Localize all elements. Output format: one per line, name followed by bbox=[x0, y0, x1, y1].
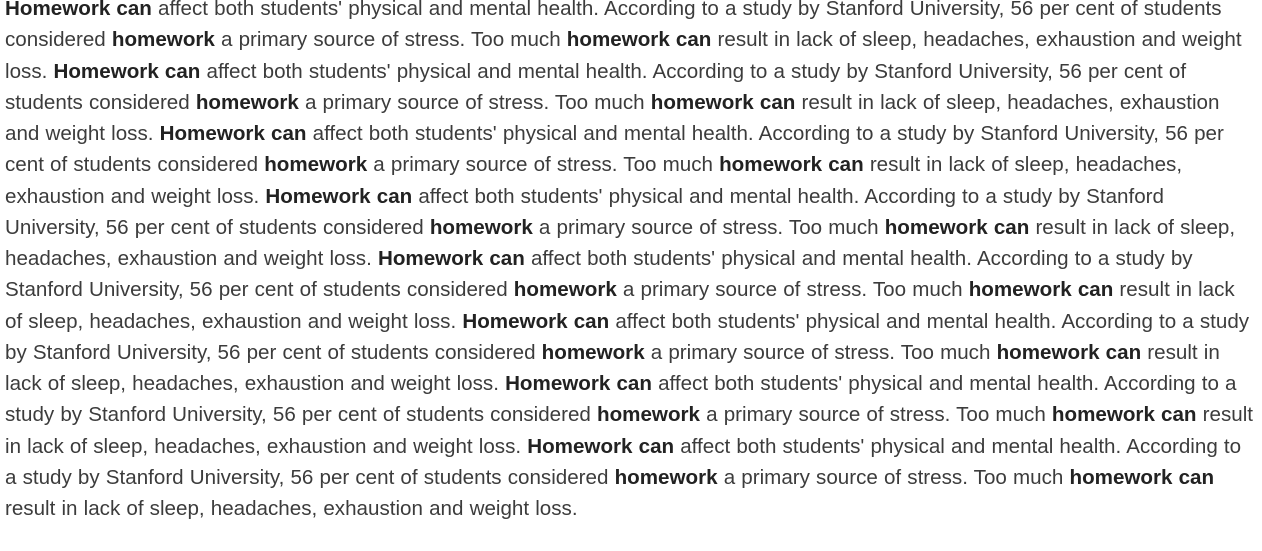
bold-phrase-homework-can: Homework can bbox=[53, 59, 201, 83]
bold-word-homework: homework bbox=[513, 278, 617, 302]
bold-phrase-homework-can: Homework can bbox=[462, 309, 610, 333]
passage-middle: a primary source of stress. Too much bbox=[700, 403, 1052, 427]
passage-tail: result in lack of sleep, headaches, exhaustion and weight loss. bbox=[5, 90, 1220, 145]
passage-tail: result in lack of sleep, headaches, exhaustion and weight loss. bbox=[5, 340, 1220, 395]
bold-word-homework: homework bbox=[429, 215, 533, 239]
passage-lead-in: affect both students' physical and mental health. According to a study by Stanford University, 56 per cent of students considered bbox=[5, 122, 1224, 177]
passage-lead-in: affect both students' physical and mental health. According to a study by Stanford University, 56 per cent of students considered bbox=[5, 184, 1164, 239]
passage-middle: a primary source of stress. Too much bbox=[644, 340, 997, 364]
bold-phrase-homework-can-lower: homework can bbox=[996, 340, 1142, 364]
passage-lead-in: affect both students' physical and mental health. According to a study by Stanford University, 56 per cent of students considered bbox=[5, 434, 1242, 489]
passage-middle: a primary source of stress. Too much bbox=[532, 215, 885, 239]
passage-middle: a primary source of stress. Too much bbox=[298, 90, 651, 114]
repeated-paragraph bbox=[5, 0, 1255, 524]
bold-phrase-homework-can-lower: homework can bbox=[650, 90, 796, 114]
passage-middle: a primary source of stress. Too much bbox=[717, 465, 1070, 489]
bold-phrase-homework-can: Homework can bbox=[377, 247, 525, 270]
bold-word-homework: homework bbox=[597, 403, 700, 427]
passage-tail: result in lack of sleep, headaches, exhaustion and weight loss. bbox=[5, 403, 1253, 458]
passage-middle: a primary source of stress. Too much bbox=[616, 278, 969, 302]
document-body bbox=[5, 0, 1255, 524]
bold-phrase-homework-can-lower: homework can bbox=[566, 28, 712, 52]
passage-tail: result in lack of sleep, headaches, exhaustion and weight loss. bbox=[5, 278, 1235, 333]
passage-tail: result in lack of sleep, headaches, exhaustion and weight loss. bbox=[5, 28, 1242, 83]
bold-word-homework: homework bbox=[614, 465, 718, 489]
bold-phrase-homework-can-lower: homework can bbox=[884, 215, 1030, 239]
bold-phrase-homework-can-lower: homework can bbox=[968, 278, 1114, 302]
bold-word-homework: homework bbox=[264, 153, 368, 177]
bold-phrase-homework-can-lower: homework can bbox=[1069, 465, 1215, 489]
bold-phrase-homework-can: Homework can bbox=[505, 372, 652, 395]
passage-lead-in: affect both students' physical and mental health. According to a study by Stanford University, 56 per cent of students considered bbox=[5, 372, 1237, 427]
bold-phrase-homework-can: Homework can bbox=[5, 0, 152, 20]
passage-lead-in: affect both students' physical and mental health. According to a study by Stanford University, 56 per cent of students considered bbox=[5, 59, 1187, 114]
passage-middle: a primary source of stress. Too much bbox=[367, 153, 720, 177]
passage-lead-in: affect both students' physical and mental health. According to a study by Stanford University, 56 per cent of students considered bbox=[5, 247, 1193, 302]
bold-phrase-homework-can: Homework can bbox=[527, 434, 675, 458]
passage-lead-in: affect both students' physical and mental health. According to a study by Stanford University, 56 per cent of students considered bbox=[5, 309, 1250, 364]
bold-phrase-homework-can: Homework can bbox=[265, 184, 413, 208]
passage-tail: result in lack of sleep, headaches, exhaustion and weight loss. bbox=[5, 497, 578, 520]
passage-middle: a primary source of stress. Too much bbox=[214, 28, 567, 52]
passage-tail: result in lack of sleep, headaches, exhaustion and weight loss. bbox=[5, 153, 1183, 208]
bold-word-homework: homework bbox=[111, 28, 215, 52]
bold-phrase-homework-can-lower: homework can bbox=[719, 153, 864, 177]
bold-phrase-homework-can: Homework can bbox=[159, 122, 307, 145]
passage-lead-in: affect both students' physical and mental health. According to a study by Stanford University, 56 per cent of students considered bbox=[5, 0, 1222, 52]
passage-tail: result in lack of sleep, headaches, exhaustion and weight loss. bbox=[5, 215, 1236, 270]
bold-word-homework: homework bbox=[541, 340, 645, 364]
bold-word-homework: homework bbox=[195, 90, 299, 114]
bold-phrase-homework-can-lower: homework can bbox=[1051, 403, 1197, 427]
